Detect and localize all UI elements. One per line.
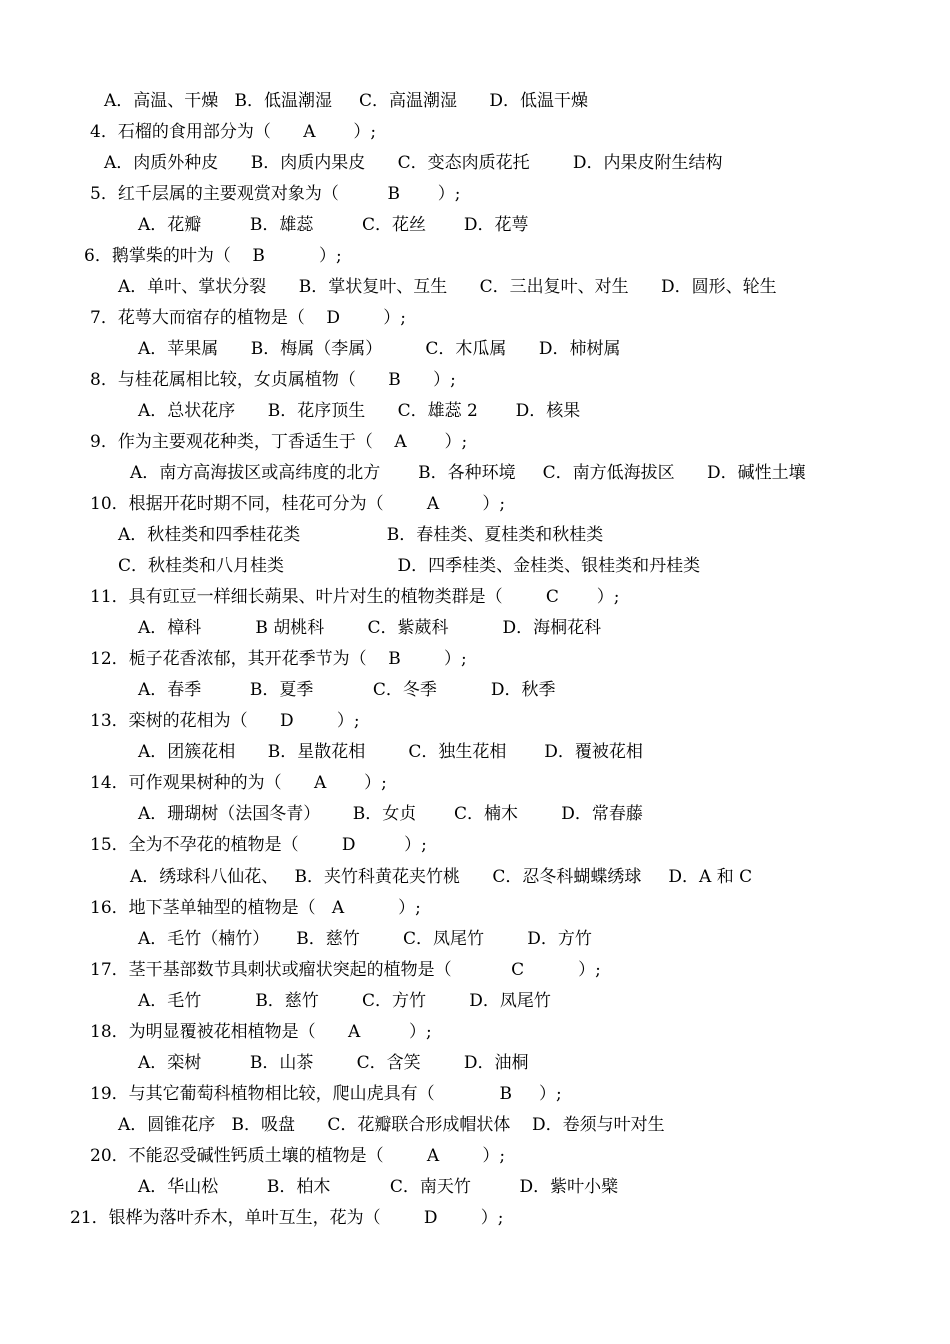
question-line: 9．作为主要观花种类，丁香适生于（ A ）; [90,432,468,452]
question-line: 4．石榴的食用部分为（ A ）; [90,122,377,142]
option-line: A．南方高海拔区或高纬度的北方 B．各种环境 C．南方低海拔区 D．碱性土壤 [130,463,806,483]
option-line: A．栾树 B．山茶 C．含笑 D．油桐 [138,1053,529,1073]
option-line: A．肉质外种皮 B．肉质内果皮 C．变态肉质花托 D．内果皮附生结构 [104,153,723,173]
question-line: 15．全为不孕花的植物是（ D ）; [90,835,427,855]
option-line: A．高温、干燥 B．低温潮湿 C．高温潮湿 D．低温干燥 [104,91,589,111]
option-line: A．单叶、掌状分裂 B．掌状复叶、互生 C．三出复叶、对生 D．圆形、轮生 [118,277,777,297]
option-line: A．樟科 B 胡桃科 C．紫葳科 D．海桐花科 [138,618,602,638]
question-line: 17．茎干基部数节具刺状或瘤状突起的植物是（ C ）; [90,960,601,980]
question-line: 21．银桦为落叶乔木，单叶互生，花为（ D ）; [70,1208,504,1228]
question-line: 5．红千层属的主要观赏对象为（ B ）; [90,184,461,204]
question-line: 6．鹅掌柴的叶为（ B ）; [84,246,342,266]
option-line: A．毛竹 B．慈竹 C．方竹 D．凤尾竹 [138,991,551,1011]
option-line: A．毛竹（楠竹） B．慈竹 C．凤尾竹 D．方竹 [138,929,592,949]
option-line: A．总状花序 B．花序顶生 C．雄蕊 2 D．核果 [138,401,581,421]
question-line: 18．为明显覆被花相植物是（ A ）; [90,1022,432,1042]
question-line: 16．地下茎单轴型的植物是（ A ）; [90,898,421,918]
option-line: A．花瓣 B．雄蕊 C．花丝 D．花萼 [138,215,529,235]
question-line: 8．与桂花属相比较，女贞属植物（ B ）; [90,370,456,390]
question-line: 20．不能忍受碱性钙质土壤的植物是（ A ）; [90,1146,506,1166]
question-line: 10．根据开花时期不同，桂花可分为（ A ）; [90,494,506,514]
question-line: 7．花萼大而宿存的植物是（ D ）; [90,308,407,328]
question-line: 12．栀子花香浓郁，其开花季节为（ B ）; [90,649,467,669]
question-line: 14．可作观果树种的为（ A ）; [90,773,387,793]
option-line: A．团簇花相 B．星散花相 C．独生花相 D．覆被花相 [138,742,643,762]
question-line: 11．具有豇豆一样细长蒴果、叶片对生的植物类群是（ C ）; [90,587,620,607]
option-line: A．苹果属 B．梅属（李属） C．木瓜属 D．柿树属 [138,339,621,359]
option-line: A．春季 B．夏季 C．冬季 D．秋季 [138,680,556,700]
option-line: A．珊瑚树（法国冬青） B．女贞 C．楠木 D．常春藤 [138,804,643,824]
option-line: A．圆锥花序 B．吸盘 C．花瓣联合形成帽状体 D．卷须与叶对生 [118,1115,665,1135]
question-line: 19．与其它葡萄科植物相比较，爬山虎具有（ B ）; [90,1084,562,1104]
option-line: A．秋桂类和四季桂花类 B．春桂类、夏桂类和秋桂类 [118,525,604,545]
option-line: C．秋桂类和八月桂类 D．四季桂类、金桂类、银桂类和丹桂类 [118,556,701,576]
option-line: A．绣球科八仙花、 B．夹竹科黄花夹竹桃 C．忍冬科蝴蝶绣球 D．A 和 C [130,867,753,887]
question-line: 13．栾树的花相为（ D ）; [90,711,360,731]
option-line: A．华山松 B．柏木 C．南天竹 D．紫叶小檗 [138,1177,619,1197]
